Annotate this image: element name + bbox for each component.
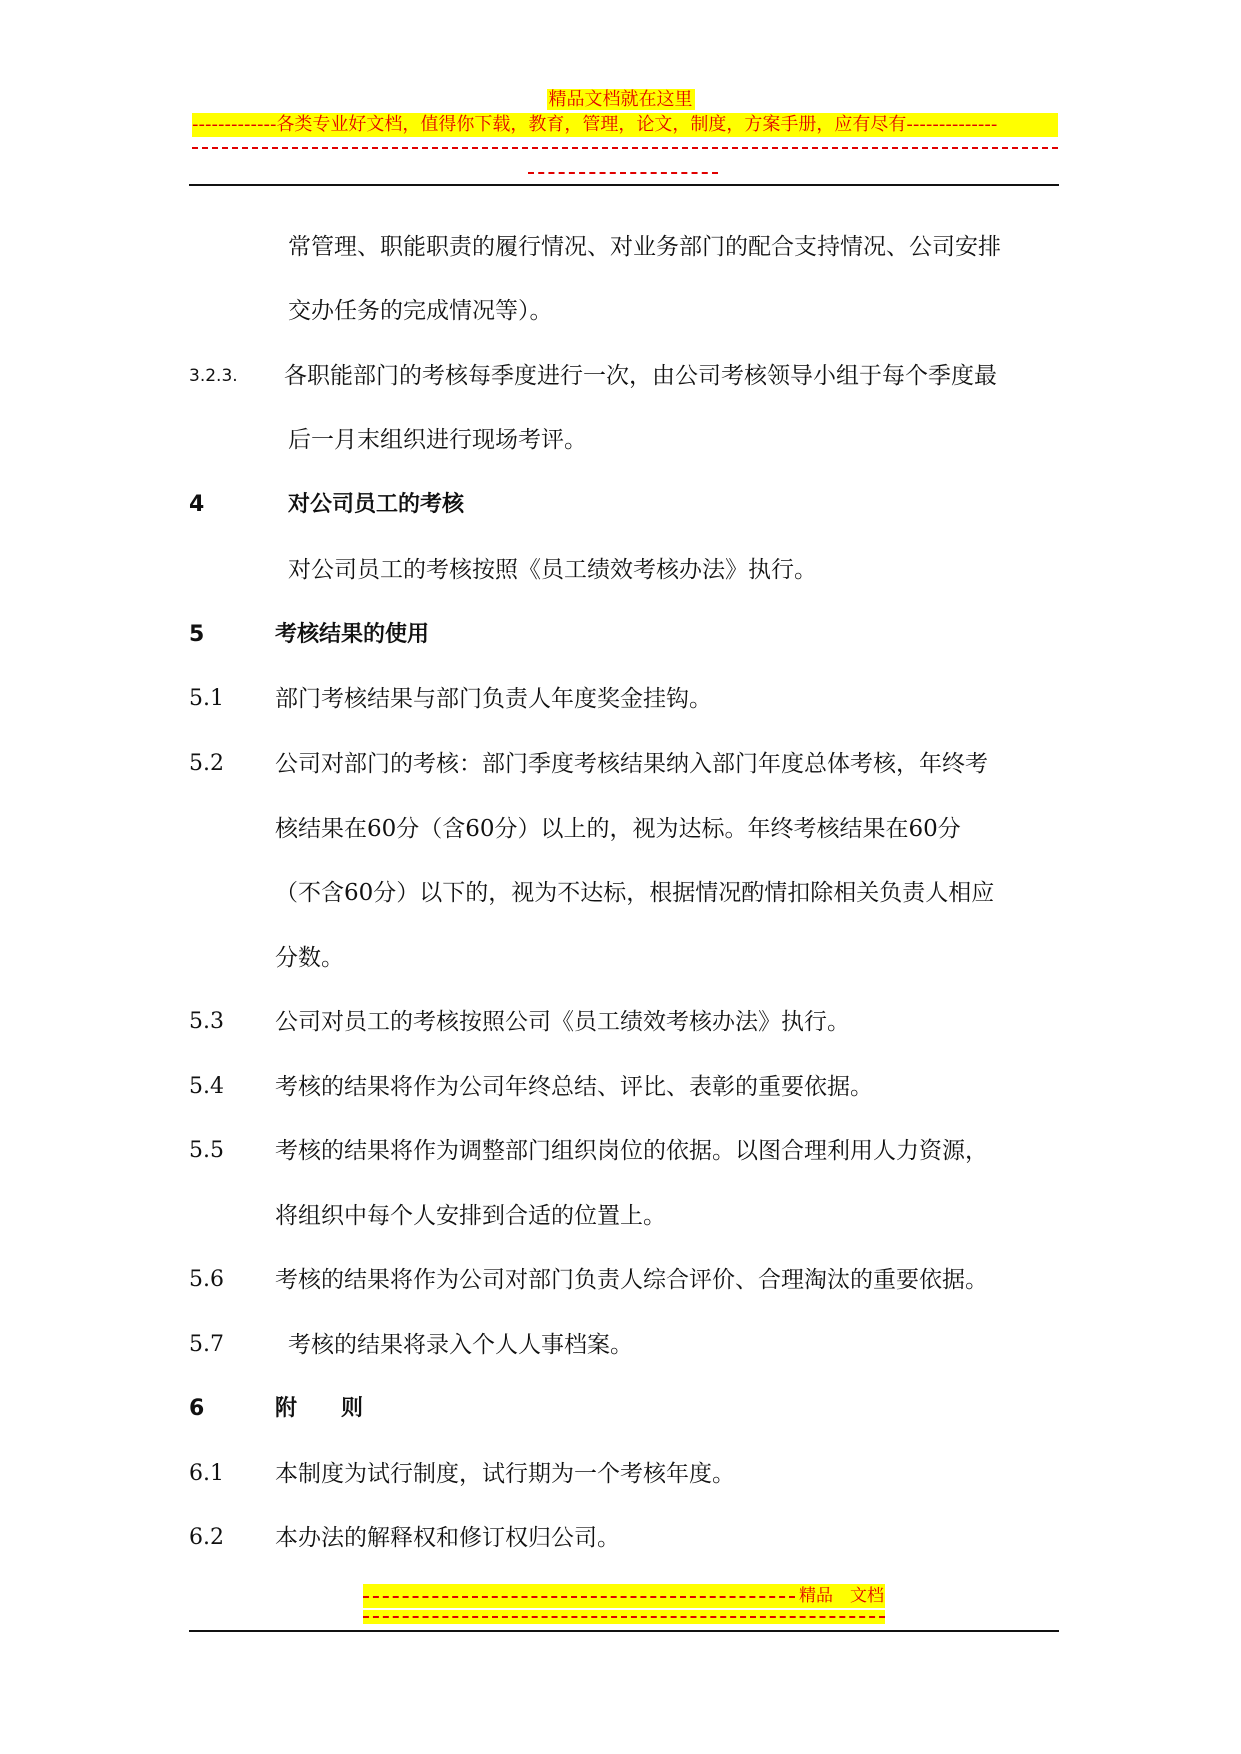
text-line: 交办任务的完成情况等）。: [288, 298, 553, 324]
text-line: 后一月末组织进行现场考评。: [288, 427, 587, 453]
section-number: 3.2.3.: [189, 366, 238, 386]
item-number: 6.1: [189, 1461, 224, 1486]
header-banner: -------------各类专业好文档，值得你下载，教育，管理，论文，制度，方案手册，应有尽有--------------: [192, 113, 1058, 137]
item-number: 5.3: [189, 1009, 224, 1034]
item-text: 考核的结果将录入个人人事档案。: [288, 1332, 633, 1358]
item-text: 部门考核结果与部门负责人年度奖金挂钩。: [275, 686, 712, 712]
item-number: 6.2: [189, 1525, 224, 1550]
item-text: 公司对部门的考核：部门季度考核结果纳入部门年度总体考核，年终考: [275, 751, 988, 777]
item-number: 5.4: [189, 1074, 224, 1099]
text-line: 各职能部门的考核每季度进行一次，由公司考核领导小组于每个季度最: [284, 363, 997, 389]
section-number: 6: [189, 1396, 205, 1421]
item-text: 分数。: [275, 945, 344, 971]
footer-rule: [189, 1630, 1059, 1632]
section-heading: 附 则: [275, 1396, 364, 1421]
header-dash-short: [528, 172, 718, 174]
section-heading: 对公司员工的考核: [288, 492, 465, 517]
section-number: 4: [189, 492, 205, 517]
footer-dash-line: [363, 1610, 885, 1624]
item-number: 5.7: [189, 1332, 224, 1357]
item-text: 核结果在60分（含60分）以上的，视为达标。年终考核结果在60分: [275, 816, 961, 842]
header-title: 精品文档就在这里: [548, 89, 693, 110]
footer-banner: [363, 1584, 885, 1608]
item-number: 5.6: [189, 1267, 224, 1292]
header-dash-line: [192, 147, 1058, 149]
footer-label: 精品 文档: [799, 1586, 884, 1606]
item-text: 本制度为试行制度，试行期为一个考核年度。: [275, 1461, 735, 1487]
item-text: （不含60分）以下的，视为不达标，根据情况酌情扣除相关负责人相应: [275, 880, 995, 906]
item-text: 考核的结果将作为公司对部门负责人综合评价、合理淘汰的重要依据。: [275, 1267, 988, 1293]
section-heading: 考核结果的使用: [275, 622, 430, 647]
item-number: 5.1: [189, 686, 224, 711]
item-text: 本办法的解释权和修订权归公司。: [275, 1525, 620, 1551]
item-text: 考核的结果将作为公司年终总结、评比、表彰的重要依据。: [275, 1074, 873, 1100]
item-text: 考核的结果将作为调整部门组织岗位的依据。以图合理利用人力资源，: [275, 1138, 988, 1164]
header-rule: [189, 184, 1059, 186]
item-text: 公司对员工的考核按照公司《员工绩效考核办法》执行。: [275, 1009, 850, 1035]
section-number: 5: [189, 622, 205, 647]
item-number: 5.2: [189, 751, 224, 776]
footer-dash: [363, 1596, 795, 1598]
item-text: 将组织中每个人安排到合适的位置上。: [275, 1203, 666, 1229]
text-line: 对公司员工的考核按照《员工绩效考核办法》执行。: [288, 557, 817, 583]
text-line: 常管理、职能职责的履行情况、对业务部门的配合支持情况、公司安排: [288, 234, 1001, 260]
item-number: 5.5: [189, 1138, 224, 1163]
